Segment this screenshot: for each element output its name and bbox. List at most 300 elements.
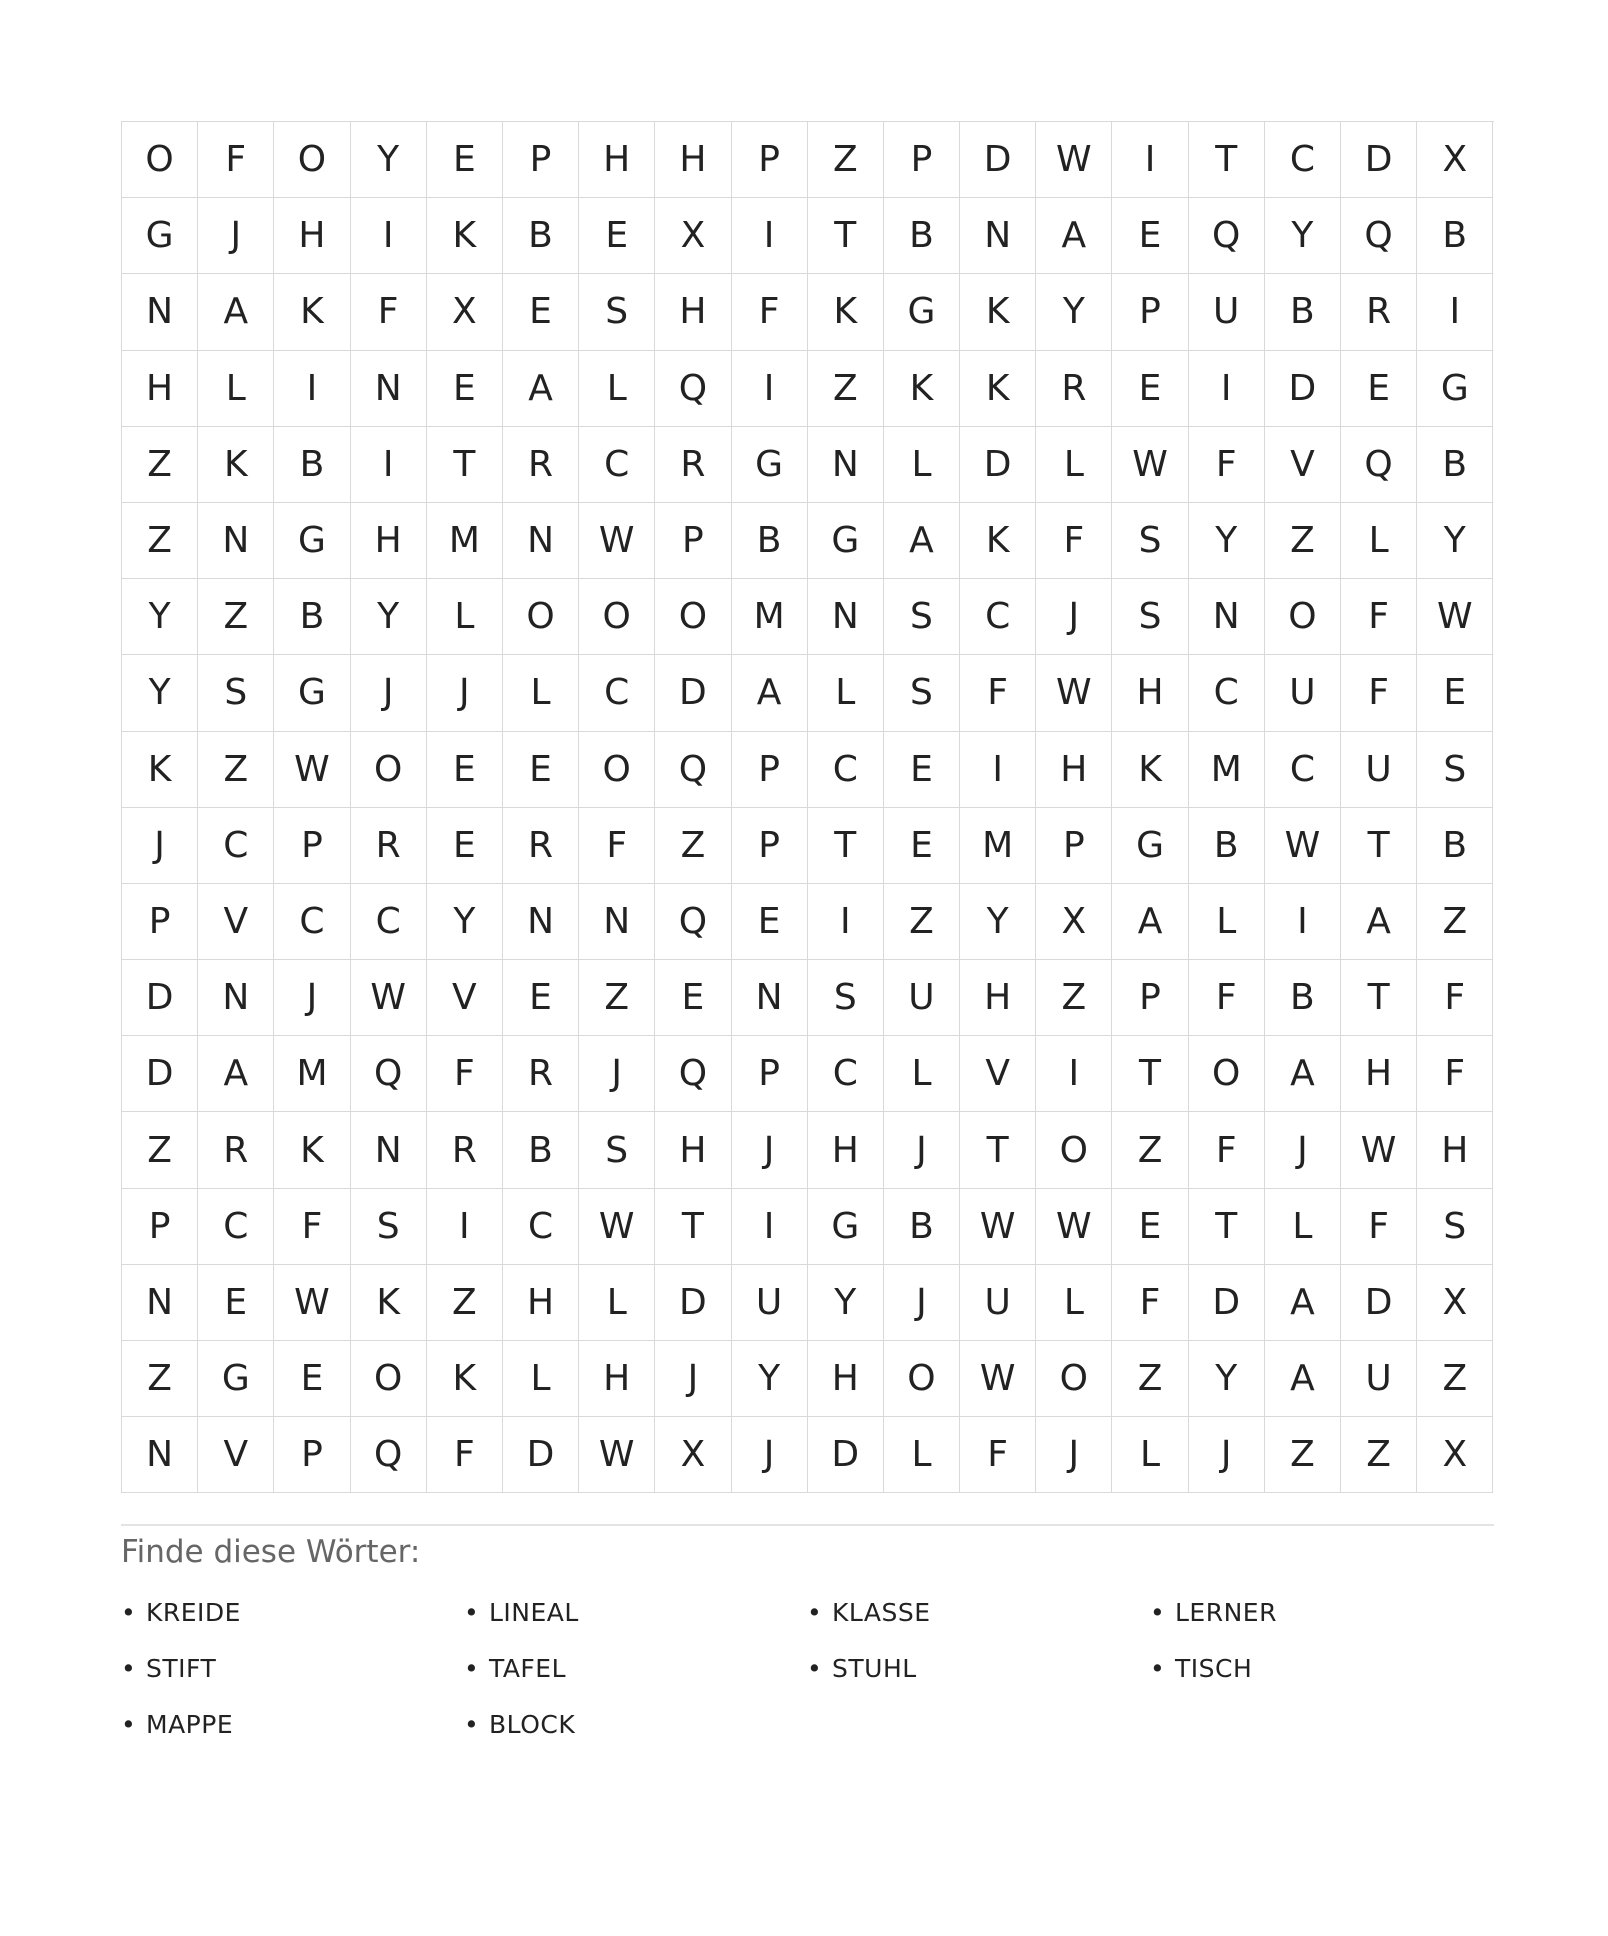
grid-cell[interactable]: D <box>122 1036 198 1112</box>
grid-cell[interactable]: R <box>427 1112 503 1188</box>
grid-cell[interactable]: A <box>884 503 960 579</box>
grid-cell[interactable]: F <box>960 1417 1036 1493</box>
grid-cell[interactable]: R <box>351 808 427 884</box>
grid-cell[interactable]: F <box>1189 427 1265 503</box>
grid-cell[interactable]: K <box>884 351 960 427</box>
grid-cell[interactable]: H <box>655 122 731 198</box>
grid-cell[interactable]: E <box>884 808 960 884</box>
grid-cell[interactable]: E <box>503 732 579 808</box>
grid-cell[interactable]: P <box>655 503 731 579</box>
grid-cell[interactable]: B <box>503 198 579 274</box>
grid-cell[interactable]: N <box>960 198 1036 274</box>
grid-cell[interactable]: M <box>1189 732 1265 808</box>
grid-cell[interactable]: G <box>274 503 350 579</box>
grid-cell[interactable]: K <box>198 427 274 503</box>
grid-cell[interactable]: V <box>427 960 503 1036</box>
grid-cell[interactable]: L <box>884 1417 960 1493</box>
grid-cell[interactable]: U <box>884 960 960 1036</box>
grid-cell[interactable]: C <box>351 884 427 960</box>
grid-cell[interactable]: L <box>1265 1189 1341 1265</box>
grid-cell[interactable]: F <box>427 1417 503 1493</box>
grid-cell[interactable]: L <box>1189 884 1265 960</box>
grid-cell[interactable]: E <box>579 198 655 274</box>
grid-cell[interactable]: H <box>808 1112 884 1188</box>
grid-cell[interactable]: Z <box>122 1341 198 1417</box>
grid-cell[interactable]: Y <box>808 1265 884 1341</box>
grid-cell[interactable]: R <box>655 427 731 503</box>
grid-cell[interactable]: F <box>579 808 655 884</box>
grid-cell[interactable]: O <box>274 122 350 198</box>
grid-cell[interactable]: A <box>1265 1265 1341 1341</box>
grid-cell[interactable]: K <box>808 274 884 350</box>
grid-cell[interactable]: M <box>960 808 1036 884</box>
grid-cell[interactable]: Z <box>122 427 198 503</box>
grid-cell[interactable]: B <box>274 427 350 503</box>
grid-cell[interactable]: D <box>1189 1265 1265 1341</box>
grid-cell[interactable]: O <box>351 732 427 808</box>
grid-cell[interactable]: H <box>655 274 731 350</box>
grid-cell[interactable]: W <box>274 732 350 808</box>
grid-cell[interactable]: Q <box>655 351 731 427</box>
grid-cell[interactable]: K <box>122 732 198 808</box>
grid-cell[interactable]: H <box>503 1265 579 1341</box>
grid-cell[interactable]: K <box>274 274 350 350</box>
grid-cell[interactable]: C <box>808 1036 884 1112</box>
grid-cell[interactable]: O <box>655 579 731 655</box>
grid-cell[interactable]: S <box>579 274 655 350</box>
grid-cell[interactable]: F <box>1189 1112 1265 1188</box>
grid-cell[interactable]: E <box>884 732 960 808</box>
grid-cell[interactable]: Z <box>1417 884 1493 960</box>
grid-cell[interactable]: B <box>884 1189 960 1265</box>
grid-cell[interactable]: A <box>1265 1036 1341 1112</box>
grid-cell[interactable]: Z <box>198 579 274 655</box>
grid-cell[interactable]: R <box>198 1112 274 1188</box>
grid-cell[interactable]: B <box>1265 960 1341 1036</box>
grid-cell[interactable]: D <box>655 655 731 731</box>
grid-cell[interactable]: X <box>655 198 731 274</box>
grid-cell[interactable]: J <box>198 198 274 274</box>
grid-cell[interactable]: A <box>503 351 579 427</box>
grid-cell[interactable]: G <box>274 655 350 731</box>
grid-cell[interactable]: B <box>1265 274 1341 350</box>
grid-cell[interactable]: L <box>808 655 884 731</box>
grid-cell[interactable]: P <box>1112 960 1188 1036</box>
grid-cell[interactable]: C <box>1265 732 1341 808</box>
grid-cell[interactable]: J <box>274 960 350 1036</box>
grid-cell[interactable]: A <box>198 274 274 350</box>
grid-cell[interactable]: C <box>579 427 655 503</box>
grid-cell[interactable]: J <box>579 1036 655 1112</box>
grid-cell[interactable]: T <box>1189 122 1265 198</box>
grid-cell[interactable]: Y <box>1189 503 1265 579</box>
grid-cell[interactable]: X <box>1417 1417 1493 1493</box>
grid-cell[interactable]: F <box>274 1189 350 1265</box>
grid-cell[interactable]: X <box>1036 884 1112 960</box>
grid-cell[interactable]: H <box>1036 732 1112 808</box>
grid-cell[interactable]: W <box>579 503 655 579</box>
grid-cell[interactable]: L <box>1112 1417 1188 1493</box>
grid-cell[interactable]: R <box>503 1036 579 1112</box>
grid-cell[interactable]: S <box>1417 1189 1493 1265</box>
grid-cell[interactable]: F <box>1417 960 1493 1036</box>
grid-cell[interactable]: T <box>1341 960 1417 1036</box>
grid-cell[interactable]: W <box>1036 122 1112 198</box>
grid-cell[interactable]: E <box>427 808 503 884</box>
grid-cell[interactable]: A <box>732 655 808 731</box>
grid-cell[interactable]: H <box>655 1112 731 1188</box>
grid-cell[interactable]: D <box>808 1417 884 1493</box>
grid-cell[interactable]: V <box>1265 427 1341 503</box>
grid-cell[interactable]: F <box>1417 1036 1493 1112</box>
letter-grid[interactable] <box>121 121 1494 1493</box>
grid-cell[interactable]: P <box>122 884 198 960</box>
grid-cell[interactable]: A <box>1341 884 1417 960</box>
grid-cell[interactable]: G <box>1417 351 1493 427</box>
grid-cell[interactable]: L <box>1036 427 1112 503</box>
grid-cell[interactable]: H <box>579 122 655 198</box>
grid-cell[interactable]: W <box>1341 1112 1417 1188</box>
grid-cell[interactable]: P <box>1036 808 1112 884</box>
grid-cell[interactable]: Z <box>427 1265 503 1341</box>
grid-cell[interactable]: O <box>1265 579 1341 655</box>
grid-cell[interactable]: R <box>503 808 579 884</box>
grid-cell[interactable]: I <box>808 884 884 960</box>
grid-cell[interactable]: J <box>884 1265 960 1341</box>
grid-cell[interactable]: O <box>351 1341 427 1417</box>
grid-cell[interactable]: V <box>960 1036 1036 1112</box>
grid-cell[interactable]: G <box>808 1189 884 1265</box>
grid-cell[interactable]: Z <box>1036 960 1112 1036</box>
grid-cell[interactable]: S <box>579 1112 655 1188</box>
grid-cell[interactable]: V <box>198 884 274 960</box>
grid-cell[interactable]: H <box>1341 1036 1417 1112</box>
grid-cell[interactable]: T <box>655 1189 731 1265</box>
grid-cell[interactable]: J <box>732 1112 808 1188</box>
grid-cell[interactable]: K <box>960 503 1036 579</box>
grid-cell[interactable]: T <box>427 427 503 503</box>
grid-cell[interactable]: T <box>1341 808 1417 884</box>
grid-cell[interactable]: D <box>960 122 1036 198</box>
grid-cell[interactable]: M <box>732 579 808 655</box>
grid-cell[interactable]: N <box>351 1112 427 1188</box>
grid-cell[interactable]: N <box>579 884 655 960</box>
grid-cell[interactable]: L <box>503 655 579 731</box>
grid-cell[interactable]: L <box>1036 1265 1112 1341</box>
grid-cell[interactable]: H <box>960 960 1036 1036</box>
grid-cell[interactable]: E <box>1112 1189 1188 1265</box>
grid-cell[interactable]: N <box>198 503 274 579</box>
grid-cell[interactable]: Q <box>655 884 731 960</box>
grid-cell[interactable]: Z <box>655 808 731 884</box>
grid-cell[interactable]: T <box>1112 1036 1188 1112</box>
grid-cell[interactable]: I <box>1265 884 1341 960</box>
grid-cell[interactable]: L <box>579 1265 655 1341</box>
grid-cell[interactable]: D <box>655 1265 731 1341</box>
grid-cell[interactable]: Z <box>1265 1417 1341 1493</box>
grid-cell[interactable]: Z <box>122 1112 198 1188</box>
grid-cell[interactable]: E <box>655 960 731 1036</box>
grid-cell[interactable]: S <box>1112 579 1188 655</box>
grid-cell[interactable]: O <box>884 1341 960 1417</box>
grid-cell[interactable]: N <box>1189 579 1265 655</box>
grid-cell[interactable]: N <box>198 960 274 1036</box>
grid-cell[interactable]: X <box>427 274 503 350</box>
grid-cell[interactable]: E <box>1112 198 1188 274</box>
grid-cell[interactable]: P <box>884 122 960 198</box>
grid-cell[interactable]: K <box>274 1112 350 1188</box>
grid-cell[interactable]: K <box>427 198 503 274</box>
grid-cell[interactable]: H <box>1417 1112 1493 1188</box>
grid-cell[interactable]: L <box>198 351 274 427</box>
grid-cell[interactable]: I <box>351 198 427 274</box>
grid-cell[interactable]: P <box>732 122 808 198</box>
grid-cell[interactable]: C <box>579 655 655 731</box>
grid-cell[interactable]: F <box>1341 579 1417 655</box>
grid-cell[interactable]: G <box>1112 808 1188 884</box>
grid-cell[interactable]: I <box>960 732 1036 808</box>
grid-cell[interactable]: L <box>579 351 655 427</box>
grid-cell[interactable]: P <box>732 808 808 884</box>
grid-cell[interactable]: G <box>884 274 960 350</box>
grid-cell[interactable]: W <box>274 1265 350 1341</box>
grid-cell[interactable]: K <box>427 1341 503 1417</box>
grid-cell[interactable]: I <box>274 351 350 427</box>
grid-cell[interactable]: E <box>198 1265 274 1341</box>
grid-cell[interactable]: N <box>122 1417 198 1493</box>
grid-cell[interactable]: H <box>351 503 427 579</box>
grid-cell[interactable]: M <box>274 1036 350 1112</box>
grid-cell[interactable]: J <box>1036 579 1112 655</box>
grid-cell[interactable]: T <box>808 198 884 274</box>
grid-cell[interactable]: V <box>198 1417 274 1493</box>
grid-cell[interactable]: F <box>198 122 274 198</box>
grid-cell[interactable]: Y <box>732 1341 808 1417</box>
grid-cell[interactable]: W <box>1036 1189 1112 1265</box>
grid-cell[interactable]: G <box>198 1341 274 1417</box>
grid-cell[interactable]: T <box>960 1112 1036 1188</box>
grid-cell[interactable]: H <box>274 198 350 274</box>
grid-cell[interactable]: Y <box>960 884 1036 960</box>
grid-cell[interactable]: C <box>198 808 274 884</box>
grid-cell[interactable]: P <box>503 122 579 198</box>
grid-cell[interactable]: E <box>1112 351 1188 427</box>
grid-cell[interactable]: G <box>122 198 198 274</box>
grid-cell[interactable]: J <box>884 1112 960 1188</box>
grid-cell[interactable]: L <box>884 427 960 503</box>
grid-cell[interactable]: I <box>1189 351 1265 427</box>
grid-cell[interactable]: R <box>1341 274 1417 350</box>
grid-cell[interactable]: N <box>808 579 884 655</box>
grid-cell[interactable]: M <box>427 503 503 579</box>
grid-cell[interactable]: K <box>960 274 1036 350</box>
grid-cell[interactable]: F <box>1112 1265 1188 1341</box>
grid-cell[interactable]: W <box>960 1189 1036 1265</box>
grid-cell[interactable]: N <box>732 960 808 1036</box>
grid-cell[interactable]: D <box>122 960 198 1036</box>
grid-cell[interactable]: Z <box>1341 1417 1417 1493</box>
grid-cell[interactable]: B <box>884 198 960 274</box>
grid-cell[interactable]: S <box>808 960 884 1036</box>
grid-cell[interactable]: S <box>351 1189 427 1265</box>
grid-cell[interactable]: S <box>1112 503 1188 579</box>
grid-cell[interactable]: K <box>960 351 1036 427</box>
grid-cell[interactable]: F <box>1341 1189 1417 1265</box>
grid-cell[interactable]: W <box>579 1189 655 1265</box>
grid-cell[interactable]: P <box>732 732 808 808</box>
grid-cell[interactable]: C <box>1189 655 1265 731</box>
grid-cell[interactable]: U <box>732 1265 808 1341</box>
grid-cell[interactable]: P <box>274 1417 350 1493</box>
grid-cell[interactable]: S <box>884 579 960 655</box>
grid-cell[interactable]: T <box>1189 1189 1265 1265</box>
grid-cell[interactable]: B <box>1189 808 1265 884</box>
grid-cell[interactable]: Z <box>1112 1112 1188 1188</box>
grid-cell[interactable]: W <box>351 960 427 1036</box>
grid-cell[interactable]: E <box>427 122 503 198</box>
grid-cell[interactable]: O <box>503 579 579 655</box>
grid-cell[interactable]: R <box>1036 351 1112 427</box>
grid-cell[interactable]: U <box>1189 274 1265 350</box>
grid-cell[interactable]: K <box>1112 732 1188 808</box>
grid-cell[interactable]: P <box>122 1189 198 1265</box>
grid-cell[interactable]: F <box>960 655 1036 731</box>
grid-cell[interactable]: Y <box>122 579 198 655</box>
grid-cell[interactable]: J <box>1265 1112 1341 1188</box>
grid-cell[interactable]: E <box>503 274 579 350</box>
grid-cell[interactable]: Z <box>1417 1341 1493 1417</box>
grid-cell[interactable]: A <box>1112 884 1188 960</box>
grid-cell[interactable]: O <box>1036 1112 1112 1188</box>
grid-cell[interactable]: A <box>1265 1341 1341 1417</box>
grid-cell[interactable]: G <box>732 427 808 503</box>
grid-cell[interactable]: Z <box>884 884 960 960</box>
grid-cell[interactable]: N <box>122 1265 198 1341</box>
grid-cell[interactable]: E <box>427 351 503 427</box>
grid-cell[interactable]: Q <box>1341 427 1417 503</box>
grid-cell[interactable]: T <box>808 808 884 884</box>
grid-cell[interactable]: Y <box>1036 274 1112 350</box>
grid-cell[interactable]: F <box>732 274 808 350</box>
grid-cell[interactable]: Z <box>122 503 198 579</box>
grid-cell[interactable]: R <box>503 427 579 503</box>
grid-cell[interactable]: C <box>274 884 350 960</box>
grid-cell[interactable]: Q <box>351 1417 427 1493</box>
grid-cell[interactable]: J <box>427 655 503 731</box>
grid-cell[interactable]: F <box>427 1036 503 1112</box>
grid-cell[interactable]: W <box>579 1417 655 1493</box>
grid-cell[interactable]: J <box>1036 1417 1112 1493</box>
grid-cell[interactable]: C <box>808 732 884 808</box>
grid-cell[interactable]: F <box>1036 503 1112 579</box>
grid-cell[interactable]: Q <box>351 1036 427 1112</box>
grid-cell[interactable]: D <box>960 427 1036 503</box>
grid-cell[interactable]: C <box>960 579 1036 655</box>
grid-cell[interactable]: Q <box>1189 198 1265 274</box>
grid-cell[interactable]: A <box>1036 198 1112 274</box>
grid-cell[interactable]: J <box>655 1341 731 1417</box>
grid-cell[interactable]: C <box>503 1189 579 1265</box>
grid-cell[interactable]: N <box>503 503 579 579</box>
grid-cell[interactable]: I <box>427 1189 503 1265</box>
grid-cell[interactable]: S <box>198 655 274 731</box>
grid-cell[interactable]: W <box>960 1341 1036 1417</box>
grid-cell[interactable]: O <box>579 732 655 808</box>
grid-cell[interactable]: F <box>351 274 427 350</box>
grid-cell[interactable]: U <box>1341 1341 1417 1417</box>
grid-cell[interactable]: I <box>732 198 808 274</box>
grid-cell[interactable]: B <box>732 503 808 579</box>
grid-cell[interactable]: X <box>1417 122 1493 198</box>
grid-cell[interactable]: Z <box>198 732 274 808</box>
grid-cell[interactable]: N <box>503 884 579 960</box>
grid-cell[interactable]: O <box>122 122 198 198</box>
grid-cell[interactable]: P <box>732 1036 808 1112</box>
grid-cell[interactable]: H <box>1112 655 1188 731</box>
grid-cell[interactable]: O <box>1189 1036 1265 1112</box>
grid-cell[interactable]: I <box>1036 1036 1112 1112</box>
grid-cell[interactable]: J <box>732 1417 808 1493</box>
grid-cell[interactable]: Y <box>427 884 503 960</box>
grid-cell[interactable]: E <box>732 884 808 960</box>
grid-cell[interactable]: I <box>1417 274 1493 350</box>
grid-cell[interactable]: L <box>503 1341 579 1417</box>
grid-cell[interactable]: X <box>655 1417 731 1493</box>
grid-cell[interactable]: E <box>274 1341 350 1417</box>
grid-cell[interactable]: I <box>732 351 808 427</box>
grid-cell[interactable]: H <box>808 1341 884 1417</box>
grid-cell[interactable]: J <box>351 655 427 731</box>
grid-cell[interactable]: Z <box>808 122 884 198</box>
grid-cell[interactable]: Y <box>1417 503 1493 579</box>
grid-cell[interactable]: U <box>1341 732 1417 808</box>
grid-cell[interactable]: I <box>732 1189 808 1265</box>
grid-cell[interactable]: D <box>1265 351 1341 427</box>
grid-cell[interactable]: B <box>1417 198 1493 274</box>
grid-cell[interactable]: L <box>1341 503 1417 579</box>
grid-cell[interactable]: E <box>503 960 579 1036</box>
grid-cell[interactable]: H <box>579 1341 655 1417</box>
grid-cell[interactable]: E <box>427 732 503 808</box>
grid-cell[interactable]: D <box>1341 122 1417 198</box>
grid-cell[interactable]: B <box>274 579 350 655</box>
grid-cell[interactable]: Z <box>808 351 884 427</box>
grid-cell[interactable]: N <box>351 351 427 427</box>
grid-cell[interactable]: P <box>274 808 350 884</box>
grid-cell[interactable]: B <box>503 1112 579 1188</box>
grid-cell[interactable]: Z <box>1112 1341 1188 1417</box>
grid-cell[interactable]: K <box>351 1265 427 1341</box>
grid-cell[interactable]: J <box>1189 1417 1265 1493</box>
grid-cell[interactable]: J <box>122 808 198 884</box>
grid-cell[interactable]: U <box>960 1265 1036 1341</box>
grid-cell[interactable]: E <box>1341 351 1417 427</box>
grid-cell[interactable]: Y <box>1189 1341 1265 1417</box>
grid-cell[interactable]: Q <box>1341 198 1417 274</box>
grid-cell[interactable]: W <box>1036 655 1112 731</box>
grid-cell[interactable]: S <box>1417 732 1493 808</box>
grid-cell[interactable]: O <box>579 579 655 655</box>
grid-cell[interactable]: O <box>1036 1341 1112 1417</box>
grid-cell[interactable]: C <box>1265 122 1341 198</box>
grid-cell[interactable]: W <box>1265 808 1341 884</box>
grid-cell[interactable]: Y <box>351 579 427 655</box>
grid-cell[interactable]: I <box>1112 122 1188 198</box>
grid-cell[interactable]: Q <box>655 1036 731 1112</box>
grid-cell[interactable]: Z <box>579 960 655 1036</box>
grid-cell[interactable]: B <box>1417 427 1493 503</box>
grid-cell[interactable]: F <box>1189 960 1265 1036</box>
